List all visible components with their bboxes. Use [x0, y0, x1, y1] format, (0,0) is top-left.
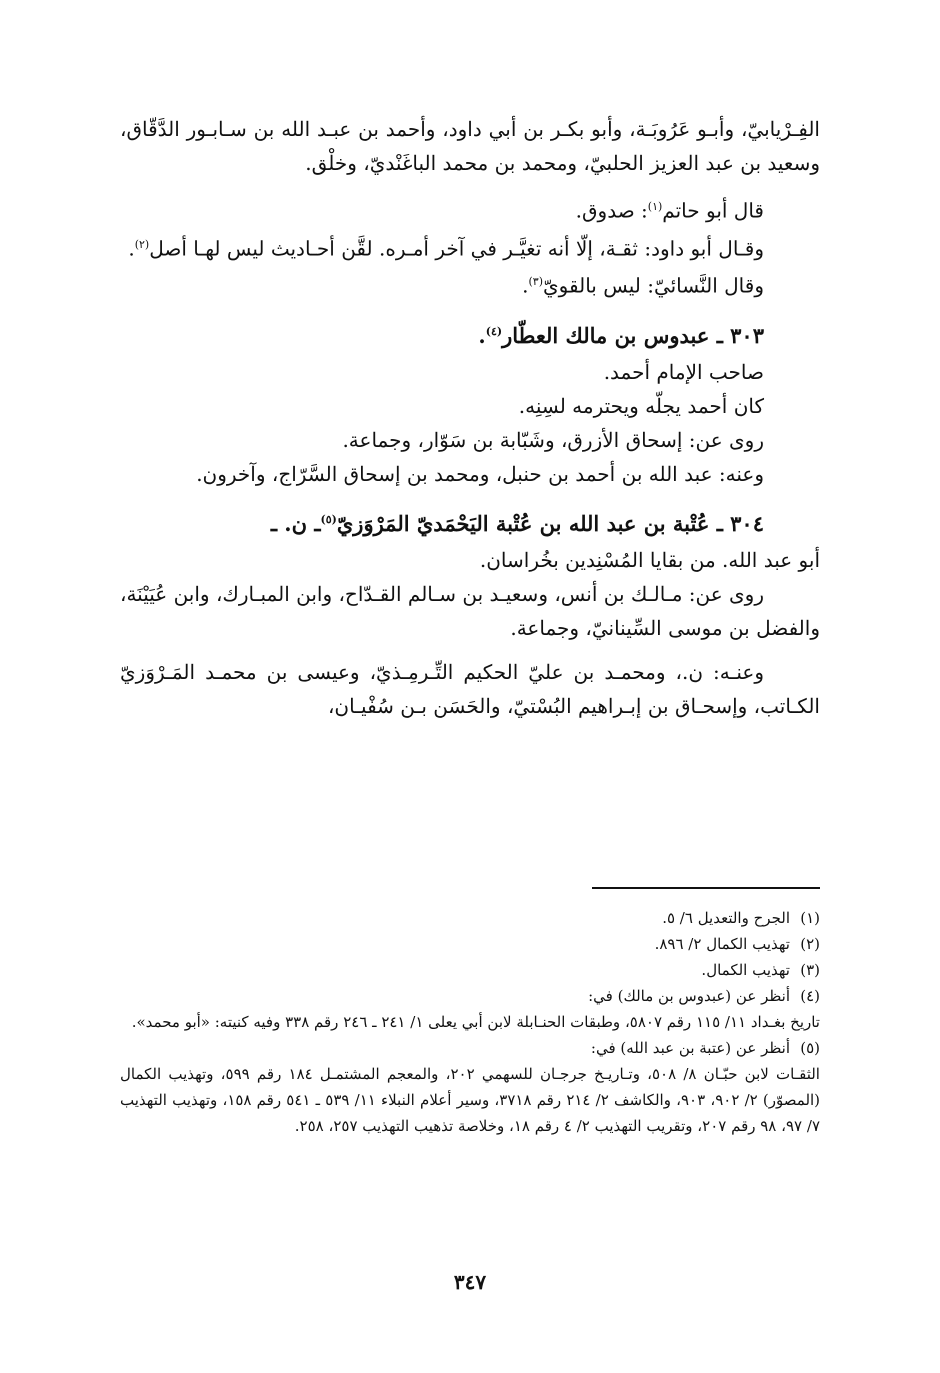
quote-abu-dawud: وقـال أبو داود: ثقـة، إلّا أنه تغيَّـر في آخر أمـره. لقَّن أحـاديث ليس لهـا أصل$^{(٢)}$. [128, 236, 764, 261]
entry-304-line-3: وعنـه: ن.، ومحمـد بن عليّ الحكيم التِّـرمِـذيّ، وعيسى بن محمـد المَـرْوَزيّ الكـاتب، وإسحـاق بن إبـراهيم البُسْتيّ، والحَسَن بـن سُفْيـان، [120, 659, 820, 718]
footnote-1: (١)الجرح والتعديل ٦/ ٥. [662, 909, 820, 927]
footnote-ref-3[interactable]: (٣) [528, 275, 543, 289]
main-text [120, 112, 820, 723]
entry-303-line-2: كان أحمد يجلّه ويحترمه لسِنِه. [518, 393, 764, 418]
entry-303-line-1: صاحب الإمام أحمد. [603, 359, 764, 384]
page-number: ٣٤٧ [453, 1270, 487, 1294]
footnote-4: (٤)أنظر عن (عبدوس بن مالك) في: [588, 987, 820, 1005]
entry-303-line-3: روى عن: إسحاق الأزرق، وشَبّابة بن سَوّار، وجماعة. [342, 427, 764, 452]
footnote-ref-1[interactable]: (١) [647, 200, 663, 213]
paragraph-continuation: الفِـرْيابيّ، وأبـو عَرُوبَـة، وأبو بكـر بن أبي داود، وأحمد بن عبـد الله بن سـابـور الدَّقّاق، وسعيد بن عبد العزيز الحلبيّ، ومحمد بن محمد الباغَنْديّ، وخلْق. [120, 117, 820, 175]
entry-303-line-4: وعنه: عبد الله بن أحمد بن حنبل، ومحمد بن إسحاق السَّرّاج، وآخرون. [196, 461, 764, 486]
footnote-ref-2[interactable]: (٢) [134, 237, 150, 251]
entry-303-heading: ٣٠٣ ـ عبدوس بن مالك العطّار$^{(٤)}$. [478, 322, 764, 348]
footnote-5: (٥)أنظر عن (عتبة بن عبد الله) في: [590, 1039, 820, 1057]
entry-304-line-2: روى عن: مـالـك بن أنس، وسعيـد بن سـالم القـدّاح، وابن المبـارك، وابن عُيَيْنَة، والفضل بن موسى السِّينانيّ، وجماعة. [120, 581, 820, 640]
quote-nasai: وقال النَّسائيّ: ليس بالقويّ$^{(٣)}$. [522, 273, 764, 298]
quote-abu-hatim: قال أبو حاتم$^{(١)}$: صدوق. [575, 198, 764, 223]
footnote-2: (٢)تهذيب الكمال ٢/ ٨٩٦. [654, 935, 820, 953]
footnote-ref-5[interactable]: (٥) [320, 512, 337, 526]
footnote-5-sources: الثقـات لابن حبّـان ٨/ ٥٠٨، وتـاريـخ جرجـان للسهمي ٢٠٢، والمعجم المشتمـل ١٨٤ رقم ٥٩٩، وتهذيب الكمال (المصوّر) ٢/ ٩٠٢، ٩٠٣، والكاشف ٢/ ٢١٤ رقم ٣٧١٨، وسير أعلام النبلاء ١١/ ٥٣٩ ـ ٥٤١ رقم ١٥٨، وتهذيب التهذيب ٧/ ٩٧، ٩٨ رقم ٢٠٧، وتقريب التهذيب ٢/ ٤ رقم ١٨، وخلاصة تذهيب التهذيب ٢٥٧، ٢٥٨. [120, 1065, 821, 1135]
footnote-3: (٣)تهذيب الكمال. [701, 961, 820, 979]
entry-304-line-1: أبو عبد الله. من بقايا المُسْنِدين بخُراسان. [479, 547, 820, 572]
footnote-4-sources: تاريخ بغـداد ١١/ ١١٥ رقم ٥٨٠٧، وطبقات الحنـابلة لابن أبي يعلى ١/ ٢٤١ ـ ٢٤٦ رقم ٣٣٨ وفيه كنيته: «أبو محمد». [131, 1013, 820, 1031]
entry-304-heading: ٣٠٤ ـ عُتْبة بن عبد الله بن عُتْبة اليَحْمَديّ المَرْوَزيّ$^{(٥)}$ـ ن. ـ [270, 510, 764, 536]
footnote-divider [592, 887, 820, 889]
footnotes [120, 905, 820, 1139]
footnote-ref-4[interactable]: (٤) [485, 324, 503, 338]
